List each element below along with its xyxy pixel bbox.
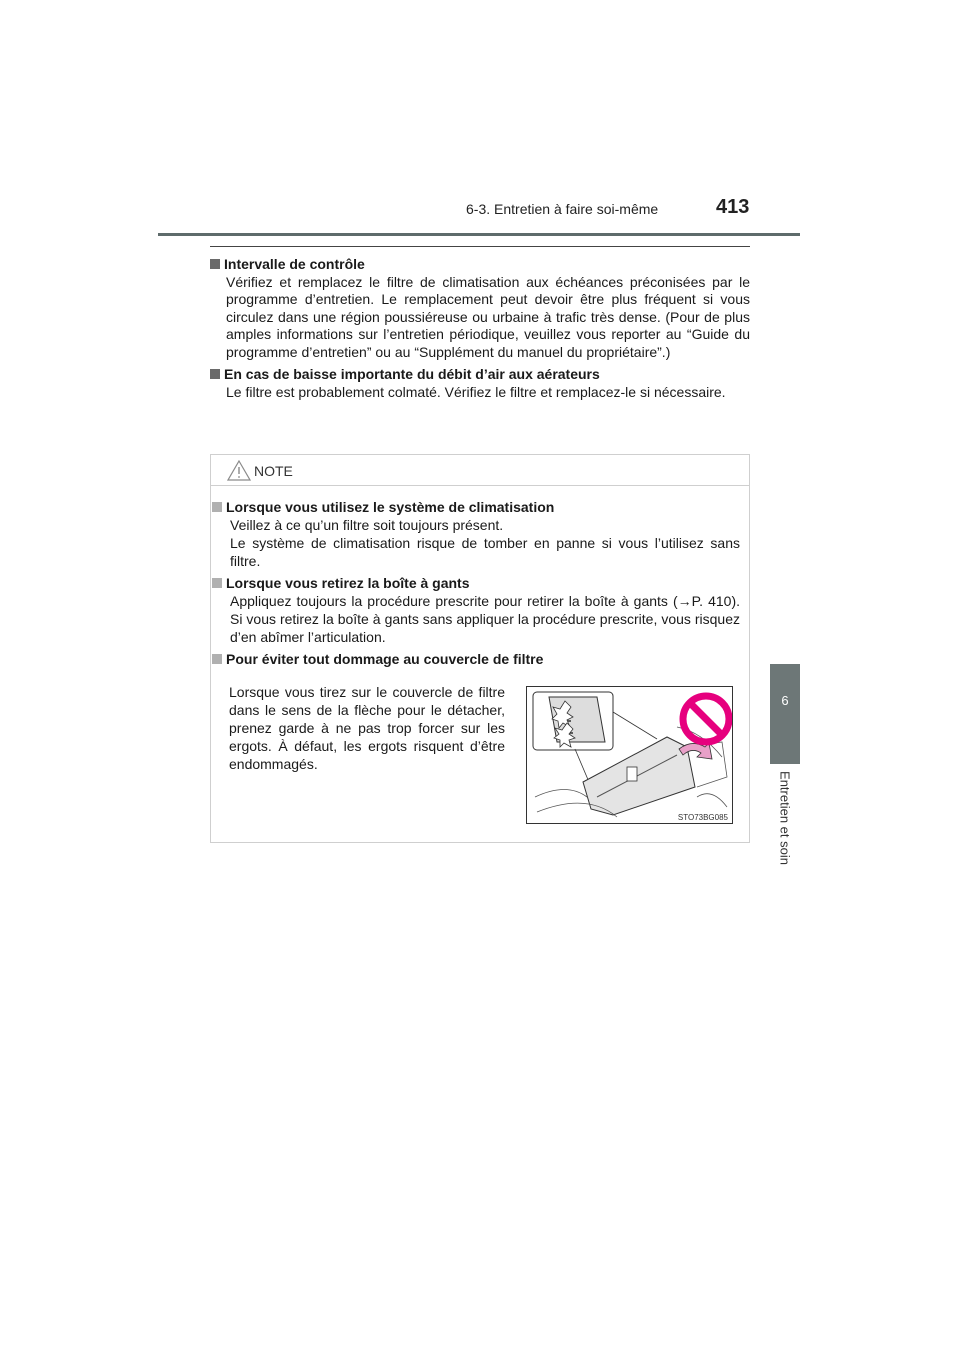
note-item-heading: Pour éviter tout dommage au couvercle de filtre — [212, 650, 750, 668]
note-label: NOTE — [254, 463, 293, 479]
note-item-body: Appliquez toujours la procédure prescrite pour retirer la boîte à gants (→P. 410). Si vous retirez la boîte à gants sans appliquer la procédure prescrite, vous risquez d’en abîmer l’articulation. — [230, 593, 740, 645]
note-item-body: Veillez à ce qu’un filtre soit toujours présent. Le système de climatisation risque de tomber en panne si vous l’utilisez sans filtre. — [230, 517, 740, 569]
chapter-number: 6 — [781, 693, 789, 708]
section-heading: En cas de baisse importante du débit d’air aux aérateurs — [210, 366, 750, 384]
note-header — [211, 455, 749, 486]
illustration-code: STO73BG085 — [677, 813, 728, 822]
header-rule — [158, 233, 800, 236]
note-item-heading: Lorsque vous utilisez le système de climatisation — [212, 498, 750, 516]
square-bullet-icon — [212, 654, 222, 664]
main-content — [210, 256, 750, 406]
chapter-tab — [770, 664, 800, 764]
header-section-title: 6-3. Entretien à faire soi-même — [466, 201, 659, 217]
section-body: Le filtre est probablement colmaté. Vérifiez le filtre et remplacez-le si nécessaire. — [226, 383, 726, 400]
square-bullet-icon — [210, 259, 220, 269]
chapter-label: Entretien et soin — [777, 771, 793, 865]
note-item-heading: Lorsque vous retirez la boîte à gants — [212, 574, 750, 592]
page-number: 413 — [716, 196, 750, 218]
filter-cover-illustration — [526, 686, 733, 824]
section-heading: Intervalle de contrôle — [210, 256, 750, 274]
section-body: Vérifiez et remplacez le filtre de climatisation aux échéances préconisées par le programme d’entretien. Le remplacement peut devoir être plus fréquent si vous circulez dans une région poussiéreuse ou urbaine à trafic très dense. (Pour de plus amples informations sur l’entretien périodique, veuillez vous reporter au “Guide du programme d’entretien” ou au “Supplément du manuel du propriétaire”.) — [226, 273, 750, 360]
warning-triangle-icon — [227, 460, 251, 481]
filter-cover-drawing — [527, 687, 732, 823]
square-bullet-icon — [212, 578, 222, 588]
square-bullet-icon — [212, 502, 222, 512]
note-content — [212, 498, 750, 668]
note-item-body: Lorsque vous tirez sur le couvercle de filtre dans le sens de la flèche pour le détacher, prenez garde à ne pas trop forcer sur les ergots. À défaut, les ergots risquent d’être endommagés. — [229, 684, 505, 772]
note-box — [210, 454, 750, 843]
square-bullet-icon — [210, 369, 220, 379]
content-top-rule — [210, 246, 750, 247]
